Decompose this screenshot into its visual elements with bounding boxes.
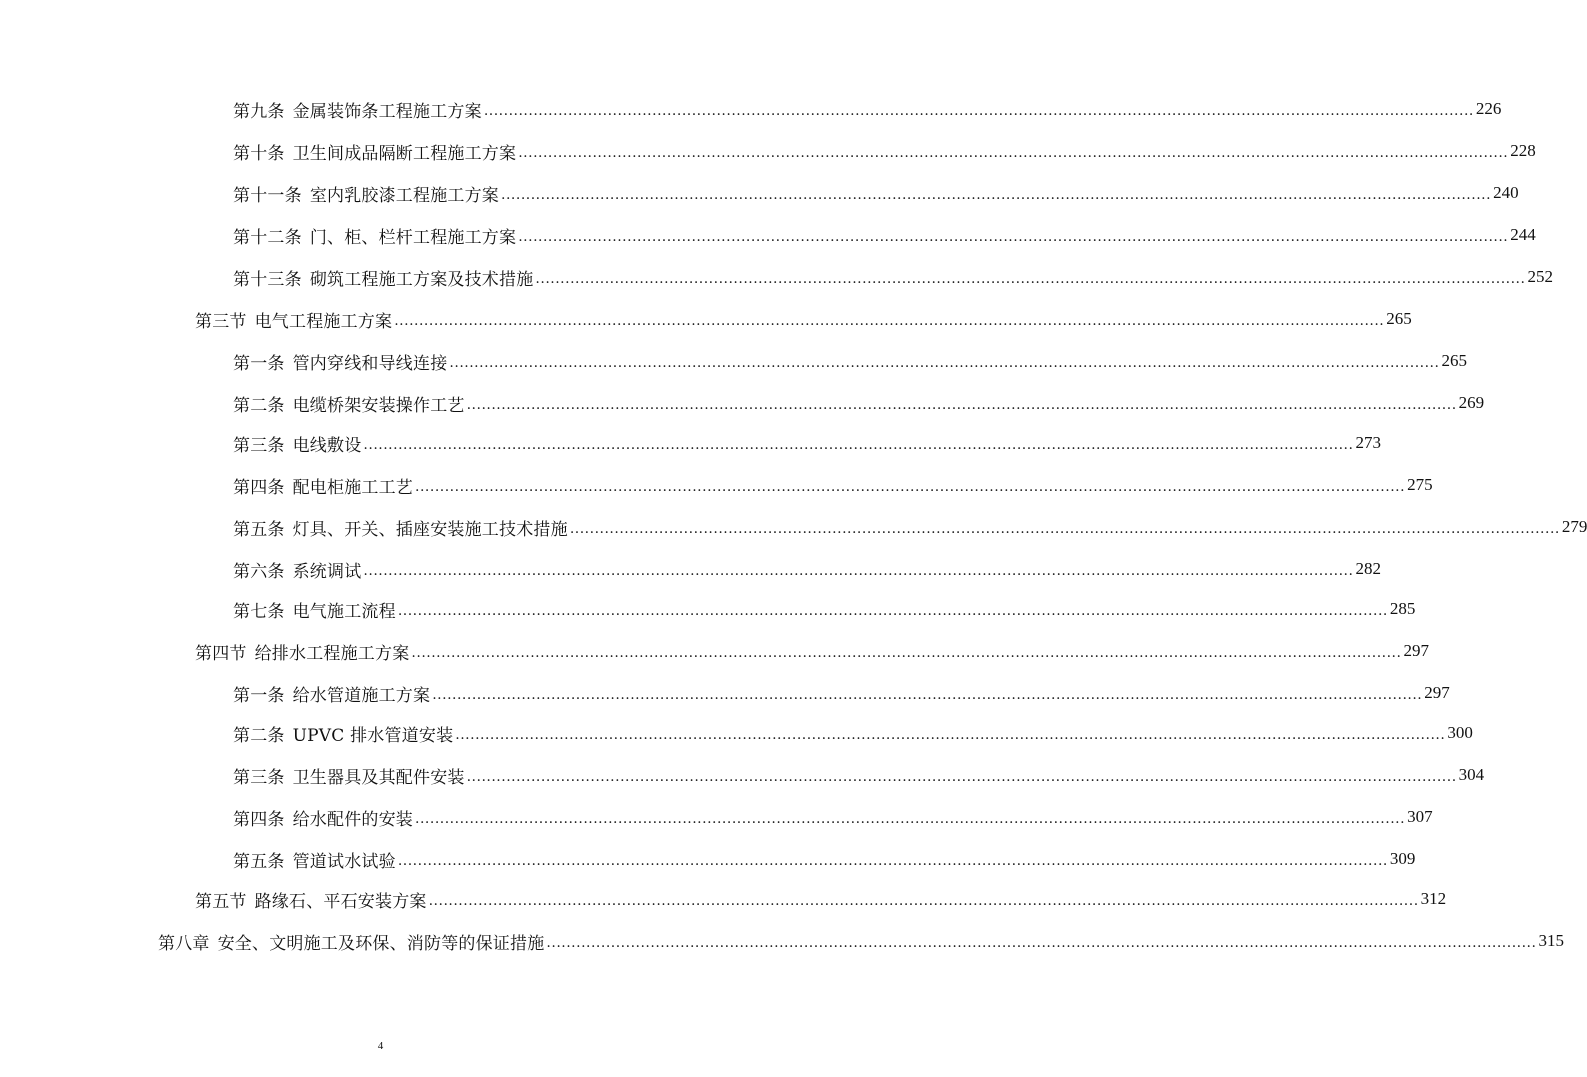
entry-page: 228 [1510,141,1536,160]
entry-title: 路缘石、平石安装方案 [254,891,427,912]
entry-page: 315 [1538,931,1564,950]
entry-title: 灯具、开关、插座安装施工技术措施 [292,519,568,540]
toc-entry[interactable] [233,718,1473,748]
dot-leader: ........................................................................................................................................................................................................ [466,769,1457,785]
entry-title: 卫生间成品隔断工程施工方案 [292,143,517,164]
dot-leader: ........................................................................................................................................................................................................ [394,313,1385,329]
toc-entry[interactable] [195,304,1412,334]
dot-leader: ........................................................................................................................................................................................................ [363,437,1354,453]
toc-entry[interactable] [195,636,1429,666]
toc-entry[interactable] [233,262,1553,292]
toc-entry[interactable] [233,512,1587,542]
dot-leader: ........................................................................................................................................................................................................ [518,145,1509,161]
entry-page: 244 [1510,225,1536,244]
entry-number: 第九条 [233,101,285,122]
entry-title: 电气施工流程 [292,601,396,622]
toc-entry[interactable] [233,220,1536,250]
dot-leader: ........................................................................................................................................................................................................ [501,187,1492,203]
entry-title: 室内乳胶漆工程施工方案 [309,185,500,206]
toc-entry[interactable] [233,428,1381,458]
entry-page: 282 [1355,559,1381,578]
dot-leader: ........................................................................................................................................................................................................ [415,811,1406,827]
toc-entry[interactable] [233,470,1433,500]
entry-title: 门、柜、栏杆工程施工方案 [309,227,517,248]
toc-entry[interactable] [233,844,1416,874]
dot-leader: ........................................................................................................................................................................................................ [455,727,1446,743]
entry-number: 第四条 [233,809,285,830]
entry-page: 297 [1403,641,1429,660]
entry-number: 第三条 [233,767,285,788]
entry-number: 第一条 [233,353,285,374]
entry-title: 电缆桥架安装操作工艺 [292,395,465,416]
dot-leader: ........................................................................................................................................................................................................ [428,893,1419,909]
dot-leader: ........................................................................................................................................................................................................ [518,229,1509,245]
entry-number: 第十一条 [233,185,302,206]
entry-page: 265 [1441,351,1467,370]
entry-title: 电气工程施工方案 [254,311,393,332]
entry-number: 第二条 [233,395,285,416]
entry-number: 第二条 [233,725,285,746]
dot-leader: ........................................................................................................................................................................................................ [546,935,1537,951]
entry-number: 第五条 [233,519,285,540]
toc-entry[interactable] [158,926,1564,956]
dot-leader: ........................................................................................................................................................................................................ [569,521,1560,537]
dot-leader: ........................................................................................................................................................................................................ [466,397,1457,413]
dot-leader: ........................................................................................................................................................................................................ [397,853,1388,869]
entry-page: 226 [1475,99,1502,118]
entry-number: 第三条 [233,435,285,456]
entry-page: 279 [1561,517,1587,536]
toc-entry[interactable] [233,760,1485,790]
toc-entry[interactable] [233,136,1536,166]
entry-number: 第五条 [233,851,285,872]
entry-page: 307 [1407,807,1433,826]
dot-leader: ........................................................................................................................................................................................................ [449,355,1440,371]
toc-entry[interactable] [233,388,1485,418]
entry-page: 240 [1493,183,1519,202]
dot-leader: ........................................................................................................................................................................................................ [363,563,1354,579]
entry-page: 252 [1527,267,1553,286]
entry-title: 卫生器具及其配件安装 [292,767,465,788]
entry-title: 配电柜施工工艺 [292,477,414,498]
entry-number: 第七条 [233,601,285,622]
entry-page: 265 [1386,309,1412,328]
entry-title: 系统调试 [292,561,362,582]
entry-page: 269 [1458,393,1485,412]
entry-number: 第八章 [158,933,210,954]
entry-number: 第一条 [233,685,285,706]
entry-page: 309 [1389,849,1416,868]
entry-title: 管道试水试验 [292,851,396,872]
entry-number: 第五节 [195,891,247,912]
entry-title: 给水管道施工方案 [292,685,431,706]
dot-leader: ........................................................................................................................................................................................................ [483,103,1474,119]
entry-number: 第十条 [233,143,285,164]
entry-number: 第十三条 [233,269,302,290]
toc-entry[interactable] [233,802,1433,832]
entry-number: 第六条 [233,561,285,582]
entry-page: 275 [1407,475,1433,494]
toc-entry[interactable] [233,594,1416,624]
dot-leader: ........................................................................................................................................................................................................ [397,603,1388,619]
dot-leader: ........................................................................................................................................................................................................ [415,479,1406,495]
page-number: 4 [377,1040,384,1052]
entry-page: 273 [1355,433,1381,452]
entry-title: 金属装饰条工程施工方案 [292,101,482,122]
entry-page: 304 [1458,765,1485,784]
toc-entry[interactable] [195,884,1447,914]
entry-page: 297 [1424,683,1450,702]
toc-entry[interactable] [233,94,1502,124]
entry-title: 管内穿线和导线连接 [292,353,448,374]
entry-number: 第三节 [195,311,247,332]
entry-title: 砌筑工程施工方案及技术措施 [309,269,534,290]
entry-number: 第四节 [195,643,247,664]
entry-number: 第十二条 [233,227,302,248]
entry-title: UPVC 排水管道安装 [292,725,454,746]
toc-entry[interactable] [233,554,1381,584]
toc-entry[interactable] [233,678,1450,708]
entry-page: 285 [1389,599,1416,618]
entry-number: 第四条 [233,477,285,498]
entry-title: 安全、文明施工及环保、消防等的保证措施 [217,933,545,954]
toc-entry[interactable] [233,346,1467,376]
entry-title: 给排水工程施工方案 [254,643,410,664]
entry-page: 300 [1447,723,1473,742]
toc-entry[interactable] [233,178,1519,208]
dot-leader: ........................................................................................................................................................................................................ [535,271,1526,287]
entry-page: 312 [1420,889,1447,908]
dot-leader: ........................................................................................................................................................................................................ [432,687,1423,703]
dot-leader: ........................................................................................................................................................................................................ [411,645,1402,661]
entry-title: 给水配件的安装 [292,809,414,830]
entry-title: 电线敷设 [292,435,362,456]
